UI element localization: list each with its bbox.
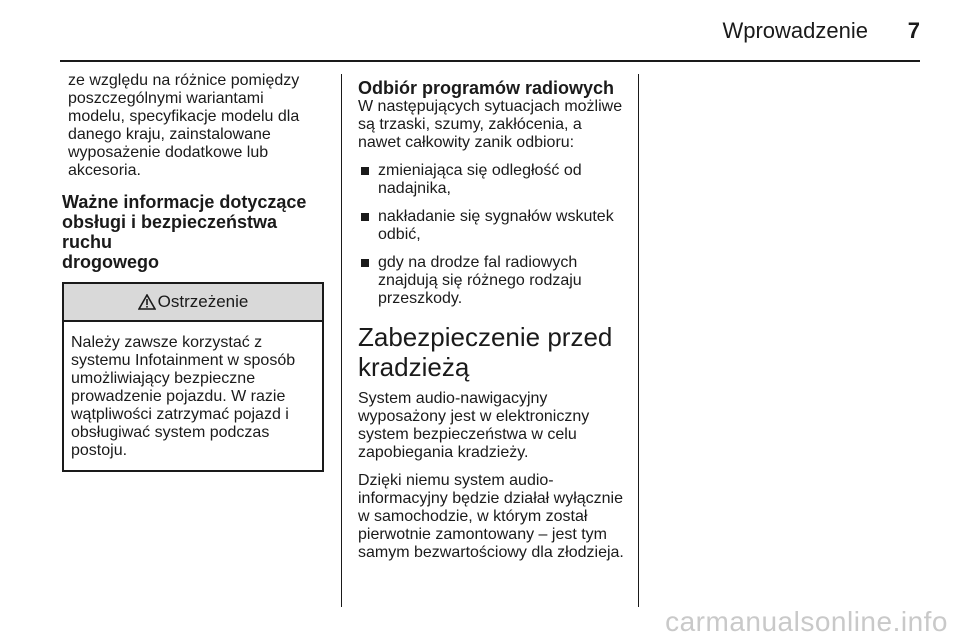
text-line: zapobiegania kradzieży. — [358, 444, 529, 461]
page-header — [60, 0, 920, 62]
page-number: 7 — [907, 18, 920, 43]
text-line: samym bezwartościowy dla złodzieja. — [358, 544, 624, 561]
text-line: wyposażony jest w elektroniczny — [358, 408, 590, 425]
radio-heading: Odbiór programów radiowych — [358, 78, 615, 98]
column-divider-1 — [341, 74, 342, 607]
text-line: systemu Infotainment w sposób — [71, 352, 296, 369]
text-line: poszczególnymi wariantami — [68, 90, 264, 107]
warning-triangle-icon — [138, 294, 156, 310]
text-line: prowadzenie pojazdu. W razie — [71, 388, 286, 405]
text-line: umożliwiający bezpieczne — [71, 370, 256, 387]
text-line: obsługiwać system podczas — [71, 424, 270, 441]
heading-line: obsługi i bezpieczeństwa ruchu — [62, 212, 278, 252]
bullet-square-icon — [361, 259, 369, 267]
list-item — [358, 254, 633, 308]
text-line: system bezpieczeństwa w celu — [358, 426, 577, 443]
column-divider-2 — [638, 74, 639, 607]
heading-line: kradzieżą — [358, 352, 470, 382]
text-line: gdy na drodze fal radiowych — [378, 254, 578, 271]
page-title: Wprowadzenie — [722, 18, 868, 43]
text-line: przeszkody. — [378, 290, 463, 307]
text-line: Należy zawsze korzystać z — [71, 334, 263, 351]
reception-issues-list — [358, 162, 633, 308]
text-line: nawet całkowity zanik odbioru: — [358, 134, 575, 151]
text-line: w samochodzie, w którym został — [358, 508, 588, 525]
text-line: postoju. — [71, 442, 128, 459]
text-line: znajdują się różnego rodzaju — [378, 272, 582, 289]
theft-paragraph-2 — [358, 472, 633, 562]
bullet-square-icon — [361, 167, 369, 175]
header-rule — [60, 60, 920, 62]
warning-box — [62, 282, 324, 472]
text-line: wątpliwości zatrzymać pojazd i — [71, 406, 289, 423]
heading-line: Zabezpieczenie przed — [358, 322, 613, 352]
text-line: nakładanie się sygnałów wskutek — [378, 208, 614, 225]
heading-line: drogowego — [62, 252, 159, 272]
watermark: carmanualsonline.info — [665, 606, 948, 637]
text-line: danego kraju, zainstalowane — [68, 126, 271, 143]
safety-heading — [62, 192, 328, 272]
text-line: Dzięki niemu system audio- — [358, 472, 554, 489]
heading-line: Ważne informacje dotyczące — [62, 192, 307, 212]
warning-title: Ostrzeżenie — [157, 292, 249, 311]
theft-protection-heading — [358, 322, 633, 382]
text-line: odbić, — [378, 226, 421, 243]
theft-paragraph-1 — [358, 390, 633, 462]
text-line: są trzaski, szumy, zakłócenia, a — [358, 116, 582, 133]
text-line: zmieniająca się odległość od — [378, 162, 582, 179]
list-item — [358, 162, 633, 198]
text-line: System audio-nawigacyjny — [358, 390, 548, 407]
text-line: informacyjny będzie działał wyłącznie — [358, 490, 624, 507]
warning-header — [64, 284, 322, 322]
text-line: pierwotnie zamontowany – jest tym — [358, 526, 607, 543]
radio-intro — [358, 98, 633, 152]
text-line: nadajnika, — [378, 180, 451, 197]
list-item — [358, 208, 633, 244]
left-column — [62, 72, 328, 472]
text-line: modelu, specyfikacje modelu dla — [68, 108, 300, 125]
warning-body — [64, 322, 322, 470]
text-line: akcesoria. — [68, 162, 141, 179]
text-line: ze względu na różnice pomiędzy — [68, 72, 300, 89]
bullet-square-icon — [361, 213, 369, 221]
intro-paragraph — [62, 72, 328, 180]
text-line: wyposażenie dodatkowe lub — [68, 144, 269, 161]
right-column — [358, 78, 633, 572]
text-line: W następujących sytuacjach możliwe — [358, 98, 623, 115]
